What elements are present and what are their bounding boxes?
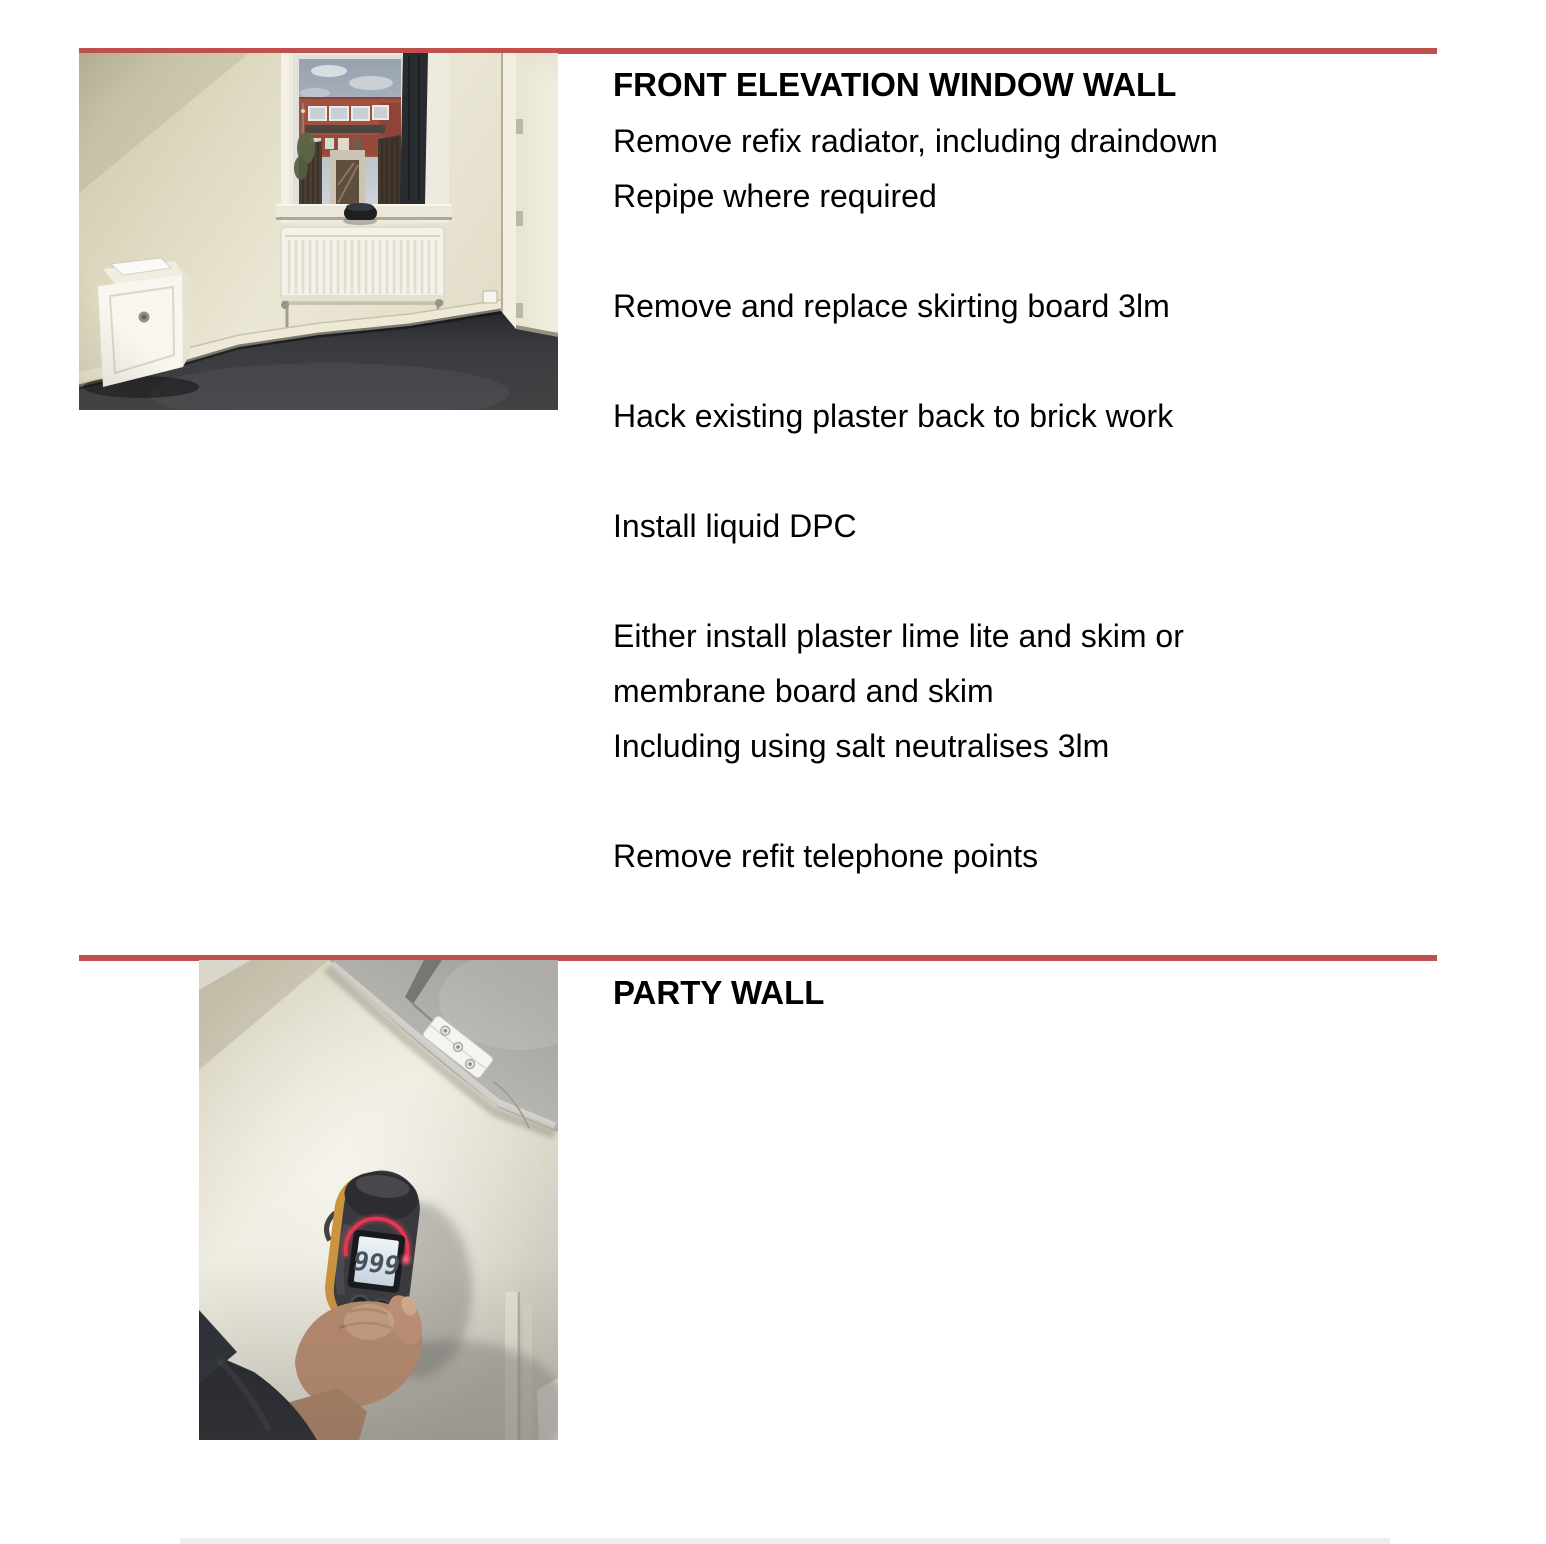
front-elevation-section — [613, 56, 1218, 884]
blank-line — [613, 774, 1218, 829]
section-heading: FRONT ELEVATION WINDOW WALL — [613, 66, 1177, 103]
work-item-line: Remove refix radiator, including draindown — [613, 123, 1218, 159]
blank-line — [613, 444, 1218, 499]
work-item-line: membrane board and skim — [613, 673, 994, 709]
room-photo-illustration — [79, 53, 558, 410]
section-heading: PARTY WALL — [613, 974, 825, 1011]
work-item-line: Either install plaster lime lite and skim or — [613, 618, 1184, 654]
work-item-line: Including using salt neutralises 3lm — [613, 728, 1110, 764]
next-photo-edge — [180, 1538, 1390, 1544]
photo-bottom-dim — [199, 1260, 558, 1440]
blank-line — [613, 224, 1218, 279]
blank-line — [613, 334, 1218, 389]
moisture-meter-photo-illustration — [199, 960, 558, 1440]
work-item-line: Install liquid DPC — [613, 508, 857, 544]
work-item-line: Repipe where required — [613, 178, 937, 214]
work-item-line: Remove refit telephone points — [613, 838, 1039, 874]
blank-line — [613, 554, 1218, 609]
party-wall-photo — [199, 960, 558, 1440]
work-item-line: Remove and replace skirting board 3lm — [613, 288, 1170, 324]
front-elevation-photo — [79, 53, 558, 410]
photo-vignette — [79, 53, 558, 410]
work-item-line: Hack existing plaster back to brick work — [613, 398, 1174, 434]
